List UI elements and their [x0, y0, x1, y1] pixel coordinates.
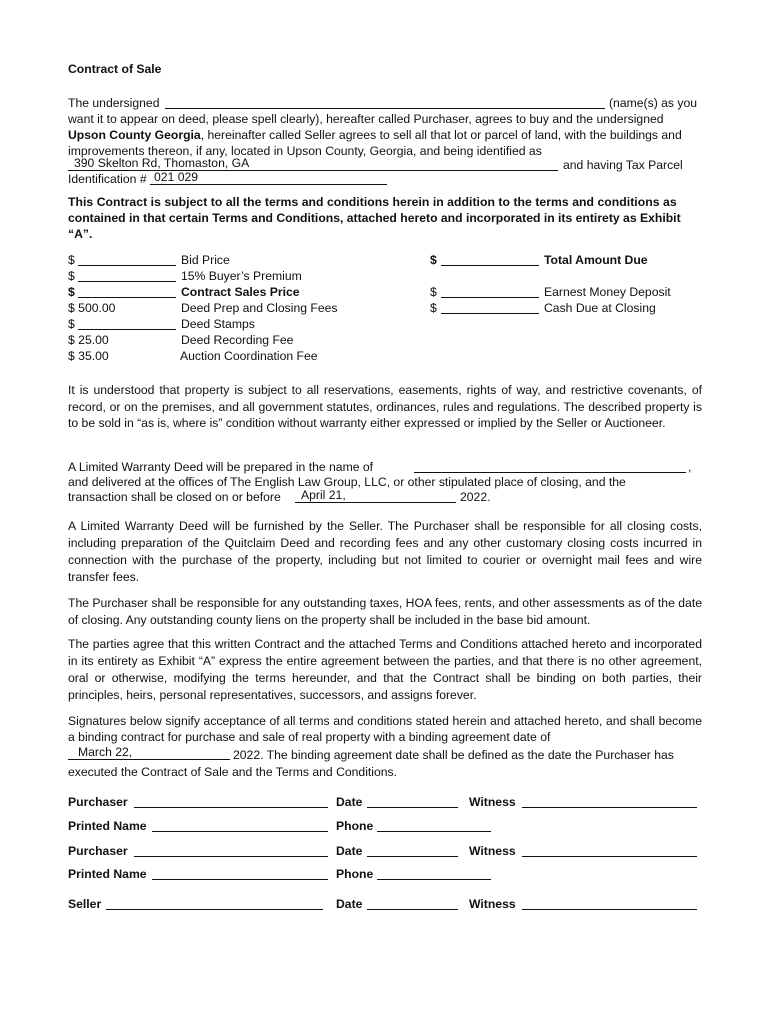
taxes-paragraph: The Purchaser shall be responsible for any outstanding taxes, HOA fees, rents, and other assessments as of the date of closing. Any outstanding county liens on the property shall be included in the base bid amount.: [68, 596, 702, 627]
closing-date-field[interactable]: [295, 488, 456, 503]
seller-date-field[interactable]: [367, 896, 458, 910]
signatures-paragraph: Signatures below signify acceptance of all terms and conditions stated herein and attached hereto, and shall become a binding contract for purchase and sale of real property with a binding agreement date of: [68, 714, 702, 744]
purchaser-label: Purchaser: [68, 844, 128, 858]
seller-signature-field[interactable]: [106, 896, 323, 910]
fee-label-deed-prep: Deed Prep and Closing Fees: [181, 301, 338, 315]
agreement-paragraph: The parties agree that this written Contract and the attached Terms and Conditions attached hereto and incorporated in its entirety as Exhibit “A” express the entire agreement between the parties, and that there is no other agreement, oral or otherwise, modifying the terms hereunder, and that the Contract shall be binding on both parties, their principles, heirs, personal representatives, successors, and assigns forever.: [68, 637, 702, 702]
parcel-number: 021 029: [154, 170, 199, 184]
fee-label-auction-coordination: Auction Coordination Fee: [180, 349, 318, 363]
purchaser-name-field[interactable]: [165, 95, 605, 109]
purchaser-1-phone-field[interactable]: [377, 818, 491, 832]
seller-label: Seller: [68, 897, 102, 911]
purchaser-1-witness-field[interactable]: [522, 794, 697, 808]
purchaser-1-signature-field[interactable]: [134, 794, 328, 808]
phone-label: Phone: [336, 819, 374, 833]
date-label: Date: [336, 795, 363, 809]
signatures-line-post: 2022. The binding agreement date shall be defined as the date the Purchaser has: [233, 748, 674, 762]
exhibit-line3: “A”.: [68, 227, 93, 241]
intro-line1-post: (name(s) as you: [609, 96, 698, 110]
witness-label: Witness: [469, 795, 516, 809]
auction-coordination-amount: $ 35.00: [68, 349, 109, 363]
witness-label: Witness: [469, 897, 516, 911]
purchaser-label: Purchaser: [68, 795, 128, 809]
purchaser-1-printed-name-field[interactable]: [152, 818, 328, 832]
earnest-money-field[interactable]: [441, 284, 539, 298]
fee-label-buyers-premium: 15% Buyer’s Premium: [181, 269, 302, 283]
intro-line2: want it to appear on deed, please spell clearly), hereafter called Purchaser, agrees to buy and the undersigned: [68, 112, 664, 126]
buyers-premium-amount-field[interactable]: [78, 268, 176, 282]
binding-date: March 22,: [78, 745, 133, 759]
property-address-field[interactable]: [68, 156, 558, 171]
currency-sign: $: [68, 317, 75, 331]
fee-label-deed-recording: Deed Recording Fee: [181, 333, 294, 347]
printed-name-label: Printed Name: [68, 819, 147, 833]
parcel-label: Identification #: [68, 172, 147, 186]
binding-date-field[interactable]: [68, 745, 230, 760]
fee-label-cash-due-at-closing: Cash Due at Closing: [544, 301, 656, 315]
document-title: Contract of Sale: [68, 62, 162, 76]
fee-label-contract-sales-price: Contract Sales Price: [181, 285, 300, 299]
purchaser-2-date-field[interactable]: [367, 843, 458, 857]
warranty-deed-line2: and delivered at the offices of The English Law Group, LLC, or other stipulated place of closing, and the: [68, 475, 626, 489]
purchaser-2-signature-field[interactable]: [134, 843, 328, 857]
closing-costs-paragraph: A Limited Warranty Deed will be furnished by the Seller. The Purchaser shall be responsible for all closing costs, including preparation of the Quitclaim Deed and recording fees and any other customary closing costs incurred in connection with the purchase of the property, including but not limited to courier or overnight mail fees and wire transfer fees.: [68, 519, 702, 584]
fee-label-bid-price: Bid Price: [181, 253, 230, 267]
cash-due-at-closing-field[interactable]: [441, 300, 539, 314]
deed-stamps-amount-field[interactable]: [78, 316, 176, 330]
signatures-line-last: executed the Contract of Sale and the Terms and Conditions.: [68, 765, 398, 779]
intro-line3-rest: , hereinafter called Seller agrees to sell all that lot or parcel of land, with the buildings and: [200, 128, 682, 142]
currency-sign: $: [68, 269, 75, 283]
date-label: Date: [336, 897, 363, 911]
deed-prep-amount: $ 500.00: [68, 301, 116, 315]
intro-line5-post: and having Tax Parcel: [563, 158, 683, 172]
seller-witness-field[interactable]: [522, 896, 697, 910]
currency-sign: $: [68, 253, 75, 267]
intro-line4: improvements thereon, if any, located in Upson County, Georgia, and being identified as: [68, 144, 542, 158]
parcel-number-field[interactable]: [150, 170, 387, 185]
fee-label-total-amount-due: Total Amount Due: [544, 253, 648, 267]
phone-label: Phone: [336, 867, 374, 881]
warranty-deed-line1-post: ,: [688, 460, 692, 474]
printed-name-label: Printed Name: [68, 867, 147, 881]
warranty-deed-line3-post: 2022.: [460, 490, 491, 504]
witness-label: Witness: [469, 844, 516, 858]
warranty-deed-line1-pre: A Limited Warranty Deed will be prepared in the name of: [68, 460, 374, 474]
fee-label-deed-stamps: Deed Stamps: [181, 317, 255, 331]
purchaser-1-date-field[interactable]: [367, 794, 458, 808]
total-amount-due-field[interactable]: [441, 252, 539, 266]
purchaser-2-witness-field[interactable]: [522, 843, 697, 857]
currency-sign: $: [68, 285, 75, 299]
currency-sign: $: [430, 285, 437, 299]
intro-line1-pre: The undersigned: [68, 96, 160, 110]
exhibit-line1: This Contract is subject to all the terms and conditions herein in addition to the terms and conditions as: [68, 195, 677, 209]
closing-date: April 21,: [301, 488, 346, 502]
fee-label-earnest-money: Earnest Money Deposit: [544, 285, 671, 299]
intro-line3: [68, 127, 682, 143]
currency-sign: $: [430, 301, 437, 315]
reservations-paragraph: It is understood that property is subject to all reservations, easements, rights of way, and restrictive covenants, of record, or on the premises, and all government statutes, ordinances, rules and regulations. The described property is to be sold in “as is, where is” condition without warranty either expressed or implied by the Seller or Auctioneer.: [68, 383, 702, 430]
contract-sales-price-amount-field[interactable]: [78, 284, 176, 298]
county-name: Upson County Georgia: [68, 128, 201, 142]
purchaser-2-phone-field[interactable]: [377, 866, 491, 880]
bid-price-amount-field[interactable]: [78, 252, 176, 266]
currency-sign: $: [430, 253, 437, 267]
deed-recording-amount: $ 25.00: [68, 333, 109, 347]
exhibit-line2: contained in that certain Terms and Conditions, attached hereto and incorporated in its entirety as Exhibit: [68, 211, 681, 225]
warranty-deed-line3-pre: transaction shall be closed on or before: [68, 490, 281, 504]
purchaser-2-printed-name-field[interactable]: [152, 866, 328, 880]
date-label: Date: [336, 844, 363, 858]
deed-name-field[interactable]: [414, 459, 686, 473]
property-address: 390 Skelton Rd, Thomaston, GA: [74, 156, 250, 170]
